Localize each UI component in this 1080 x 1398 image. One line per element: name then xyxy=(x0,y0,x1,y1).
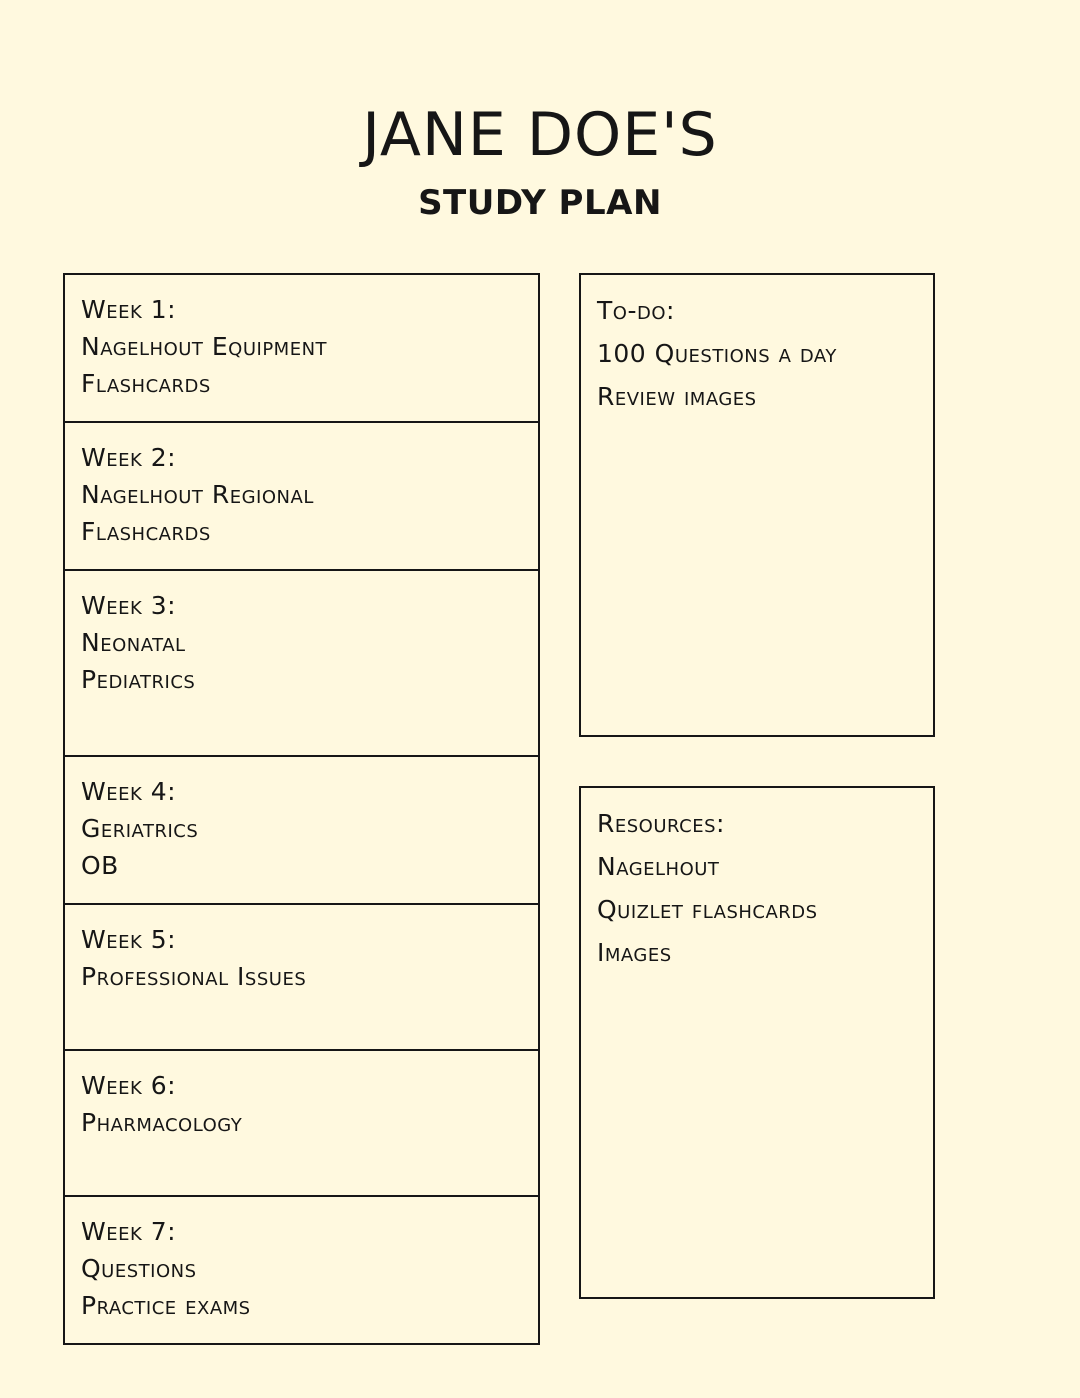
week-6-heading: Week 6: xyxy=(81,1071,177,1100)
week-2-item: Flashcards xyxy=(81,517,211,546)
week-7-item: Questions xyxy=(81,1254,197,1283)
page-title: JANE DOE'S xyxy=(362,100,718,170)
week-4-item: Geriatrics xyxy=(81,814,199,843)
week-7-item: Practice exams xyxy=(81,1291,251,1320)
week-7-row xyxy=(65,1197,538,1343)
week-3-row xyxy=(65,571,538,757)
todo-item: Review images xyxy=(597,382,757,411)
week-2-heading: Week 2: xyxy=(81,443,177,472)
week-1-row xyxy=(65,275,538,423)
week-6-row xyxy=(65,1051,538,1197)
week-2-row xyxy=(65,423,538,571)
resource-item: Images xyxy=(597,938,672,967)
week-5-row xyxy=(65,905,538,1051)
week-6-item: Pharmacology xyxy=(81,1108,243,1137)
todo-item: 100 Questions a day xyxy=(597,339,837,368)
week-3-item: Pediatrics xyxy=(81,665,196,694)
resources-box xyxy=(579,786,935,1299)
week-1-item: Nagelhout Equipment xyxy=(81,332,328,361)
week-4-item: OB xyxy=(81,851,119,880)
week-1-item: Flashcards xyxy=(81,369,211,398)
week-3-item: Neonatal xyxy=(81,628,186,657)
page-subtitle: STUDY PLAN xyxy=(418,183,662,223)
week-1-heading: Week 1: xyxy=(81,295,177,324)
resources-heading: Resources: xyxy=(597,809,725,838)
week-5-item: Professional Issues xyxy=(81,962,307,991)
week-2-item: Nagelhout Regional xyxy=(81,480,314,509)
weekly-plan-table xyxy=(63,273,540,1345)
week-7-heading: Week 7: xyxy=(81,1217,177,1246)
week-4-row xyxy=(65,757,538,905)
resource-item: Nagelhout xyxy=(597,852,720,881)
week-4-heading: Week 4: xyxy=(81,777,177,806)
todo-heading: To-do: xyxy=(597,296,675,325)
week-3-heading: Week 3: xyxy=(81,591,177,620)
week-5-heading: Week 5: xyxy=(81,925,177,954)
todo-box xyxy=(579,273,935,737)
resource-item: Quizlet flashcards xyxy=(597,895,818,924)
